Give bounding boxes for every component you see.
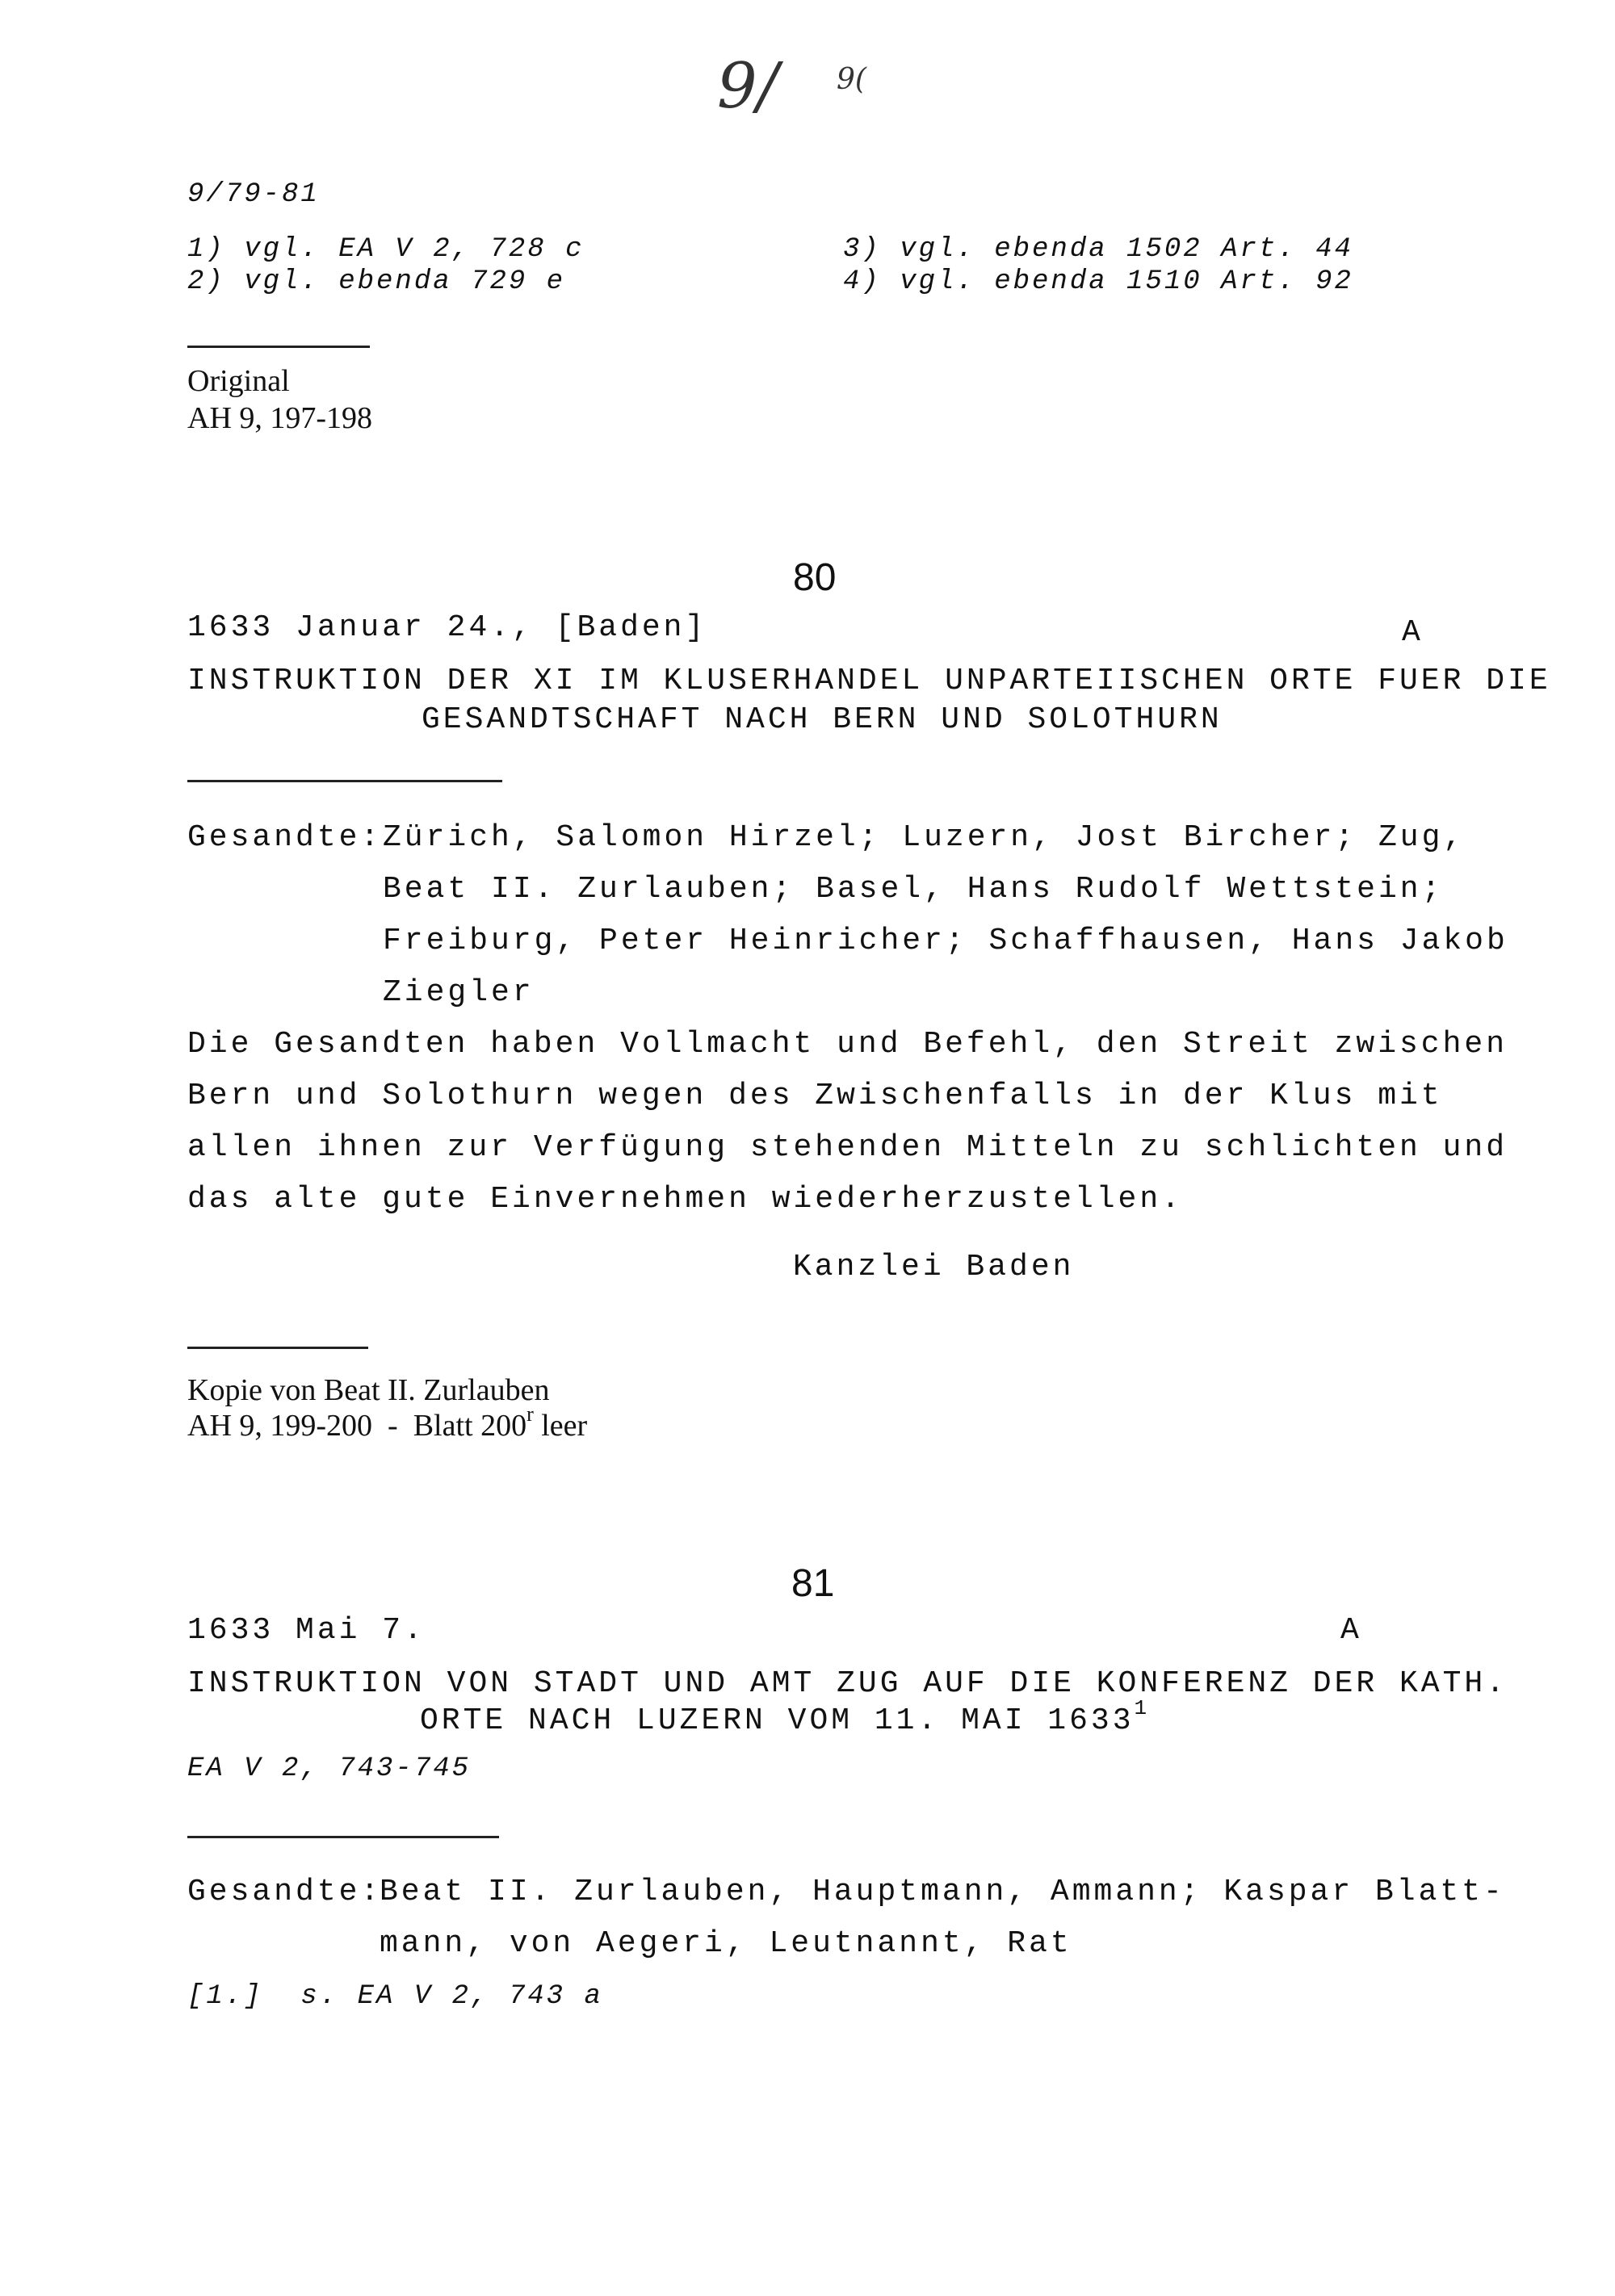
document-title-line-1: INSTRUKTION DER XI IM KLUSERHANDEL UNPARTEIISCHEN ORTE FUER DIE — [187, 664, 1551, 698]
source-shelfmark: AH 9, 197-198 — [187, 401, 373, 435]
divider-rule — [187, 780, 502, 782]
document-marker: A — [1402, 615, 1424, 650]
copy-source: Kopie von Beat II. Zurlauben — [187, 1373, 550, 1407]
body-line: Die Gesandten haben Vollmacht und Befehl, den Streit zwischen — [187, 1027, 1508, 1062]
envoys-line: Ziegler — [383, 975, 535, 1010]
handwritten-archive-number: 9/ — [717, 50, 778, 123]
copy-shelfmark-suffix: leer — [533, 1409, 588, 1443]
divider-rule — [187, 1836, 499, 1838]
body-line: Bern und Solothurn wegen des Zwischenfalls in der Klus mit — [187, 1079, 1443, 1113]
envoys-line: mann, von Aegeri, Leutnannt, Rat — [380, 1926, 1072, 1961]
divider-rule — [187, 1347, 368, 1349]
envoys-line: Beat II. Zurlauben; Basel, Hans Rudolf Wettstein; — [383, 872, 1444, 907]
footnote-3: 3) vgl. ebenda 1502 Art. 44 — [843, 234, 1353, 265]
copy-shelfmark-text: AH 9, 199-200 - Blatt 200 — [187, 1409, 527, 1443]
source-label: Original — [187, 364, 290, 398]
recto-superscript: r — [526, 1402, 534, 1426]
footnote-4: 4) vgl. ebenda 1510 Art. 92 — [843, 266, 1353, 297]
document-date: 1633 Mai 7. — [187, 1613, 426, 1648]
footnote-marker: 1 — [1134, 1696, 1151, 1720]
item-reference: [1.] s. EA V 2, 743 a — [187, 1981, 603, 2012]
copy-shelfmark — [187, 1402, 588, 1443]
divider-rule — [187, 346, 370, 348]
envoys-line: Zürich, Salomon Hirzel; Luzern, Jost Bircher; Zug, — [383, 820, 1466, 855]
document-number: 80 — [793, 556, 837, 599]
envoys-line: Freiburg, Peter Heinricher; Schaffhausen, Hans Jakob — [383, 924, 1508, 958]
document-marker: A — [1340, 1613, 1362, 1648]
edition-reference: EA V 2, 743-745 — [187, 1753, 472, 1784]
document-title-line-1: INSTRUKTION VON STADT UND AMT ZUG AUF DIE KONFERENZ DER KATH. — [187, 1666, 1508, 1701]
header-reference: 9/79-81 — [187, 179, 320, 210]
footnote-1: 1) vgl. EA V 2, 728 c — [187, 234, 585, 265]
document-number: 81 — [791, 1562, 835, 1605]
signature: Kanzlei Baden — [793, 1250, 1075, 1284]
document-date: 1633 Januar 24., [Baden] — [187, 610, 707, 645]
envoys-label: Gesandte: — [187, 1875, 383, 1909]
envoys-label: Gesandte: — [187, 820, 383, 855]
document-title-line-2: GESANDTSCHAFT NACH BERN UND SOLOTHURN — [422, 702, 1223, 737]
document-title-line-2 — [420, 1696, 1151, 1738]
body-line: das alte gute Einvernehmen wiederherzustellen. — [187, 1182, 1183, 1217]
body-line: allen ihnen zur Verfügung stehenden Mitteln zu schlichten und — [187, 1130, 1508, 1165]
handwritten-folio-hint: 9( — [837, 63, 866, 96]
footnote-2: 2) vgl. ebenda 729 e — [187, 266, 566, 297]
document-title-text: ORTE NACH LUZERN VOM 11. MAI 1633 — [420, 1703, 1135, 1738]
envoys-line: Beat II. Zurlauben, Hauptmann, Ammann; Kaspar Blatt- — [380, 1875, 1505, 1909]
